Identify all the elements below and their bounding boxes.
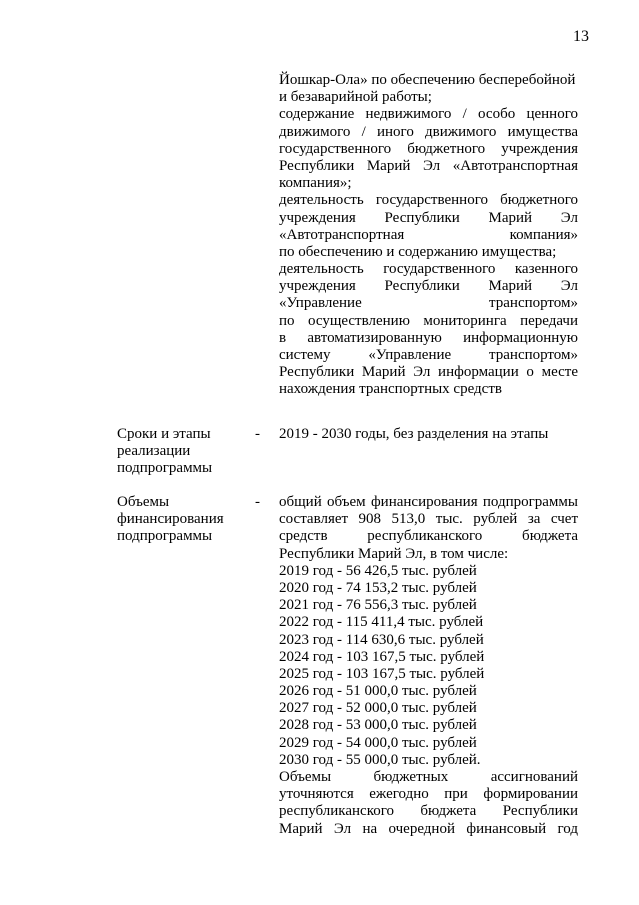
continuation-line: деятельность государственного казенного	[279, 261, 578, 278]
funding-note-line: Объемы бюджетных ассигнований	[279, 769, 578, 785]
funding-year-line: 2027 год - 52 000,0 тыс. рублей	[279, 700, 477, 717]
funding-year-line: 2023 год - 114 630,6 тыс. рублей	[279, 631, 484, 648]
funding-year-line: 2020 год - 74 153,2 тыс. рублей	[279, 579, 477, 596]
terms-value: 2019 - 2030 годы, без разделения на этапы	[279, 426, 549, 442]
continuation-line: деятельность государственного бюджетного	[279, 192, 578, 209]
continuation-line: учреждения Республики Марий Эл	[279, 209, 578, 226]
terms-label-line: Сроки и этапы	[117, 426, 211, 442]
funding-intro-line: общий объем финансирования подпрограммы	[279, 494, 578, 510]
continuation-text	[279, 72, 578, 399]
continuation-line: компания»;	[279, 175, 352, 192]
continuation-line: нахождения транспортных средств	[279, 381, 502, 398]
funding-note-line: республиканского бюджета Республики	[279, 803, 578, 820]
funding-year-line: 2022 год - 115 411,4 тыс. рублей	[279, 614, 484, 631]
continuation-line: «Управление транспортом»	[279, 295, 578, 312]
continuation-line: и безаварийной работы;	[279, 89, 432, 106]
terms-value-block	[279, 426, 578, 443]
continuation-line: Республики Марий Эл «Автотранспортная	[279, 157, 578, 174]
funding-year-line: 2024 год - 103 167,5 тыс. рублей	[279, 648, 485, 665]
terms-label-line: подпрограммы	[117, 460, 213, 477]
funding-label	[117, 494, 257, 546]
terms-dash: -	[255, 426, 260, 442]
funding-intro-line: Республики Марий Эл, в том числе:	[279, 545, 509, 562]
funding-note-line: Марий Эл на очередной финансовый год	[279, 820, 578, 837]
funding-year-line: 2028 год - 53 000,0 тыс. рублей	[279, 717, 477, 734]
funding-year-line: 2029 год - 54 000,0 тыс. рублей	[279, 734, 477, 751]
funding-label-line: Объемы	[117, 494, 170, 510]
funding-note-line: уточняются ежегодно при формировании	[279, 786, 578, 803]
continuation-line: государственного бюджетного учреждения	[279, 140, 578, 157]
funding-year-line: 2019 год - 56 426,5 тыс. рублей	[279, 562, 477, 579]
page-number: 13	[573, 28, 589, 45]
funding-dash: -	[255, 494, 260, 510]
continuation-line: в автоматизированную информационную	[279, 329, 578, 346]
funding-text	[279, 494, 578, 838]
funding-year-line: 2021 год - 76 556,3 тыс. рублей	[279, 597, 477, 614]
funding-year-line: 2025 год - 103 167,5 тыс. рублей	[279, 665, 485, 682]
continuation-line: «Автотранспортная компания»	[279, 226, 578, 243]
continuation-line: Йошкар-Ола» по обеспечению бесперебойной	[279, 72, 576, 88]
funding-year-line: 2030 год - 55 000,0 тыс. рублей.	[279, 751, 481, 768]
terms-label-line: реализации	[117, 443, 191, 460]
terms-label	[117, 426, 257, 478]
funding-label-line: подпрограммы	[117, 528, 213, 545]
funding-year-line: 2026 год - 51 000,0 тыс. рублей	[279, 683, 477, 700]
continuation-line: учреждения Республики Марий Эл	[279, 278, 578, 295]
funding-intro-line: составляет 908 513,0 тыс. рублей за счет	[279, 511, 578, 528]
continuation-line: по обеспечению и содержанию имущества;	[279, 243, 557, 260]
continuation-line: движимого / иного движимого имущества	[279, 123, 578, 140]
continuation-line: по осуществлению мониторинга передачи	[279, 312, 578, 329]
continuation-line: Республики Марий Эл информации о месте	[279, 364, 578, 381]
funding-intro-line: средств республиканского бюджета	[279, 528, 578, 545]
continuation-line: систему «Управление транспортом»	[279, 347, 578, 363]
funding-label-line: финансирования	[117, 511, 224, 528]
continuation-line: содержание недвижимого / особо ценного	[279, 106, 578, 123]
